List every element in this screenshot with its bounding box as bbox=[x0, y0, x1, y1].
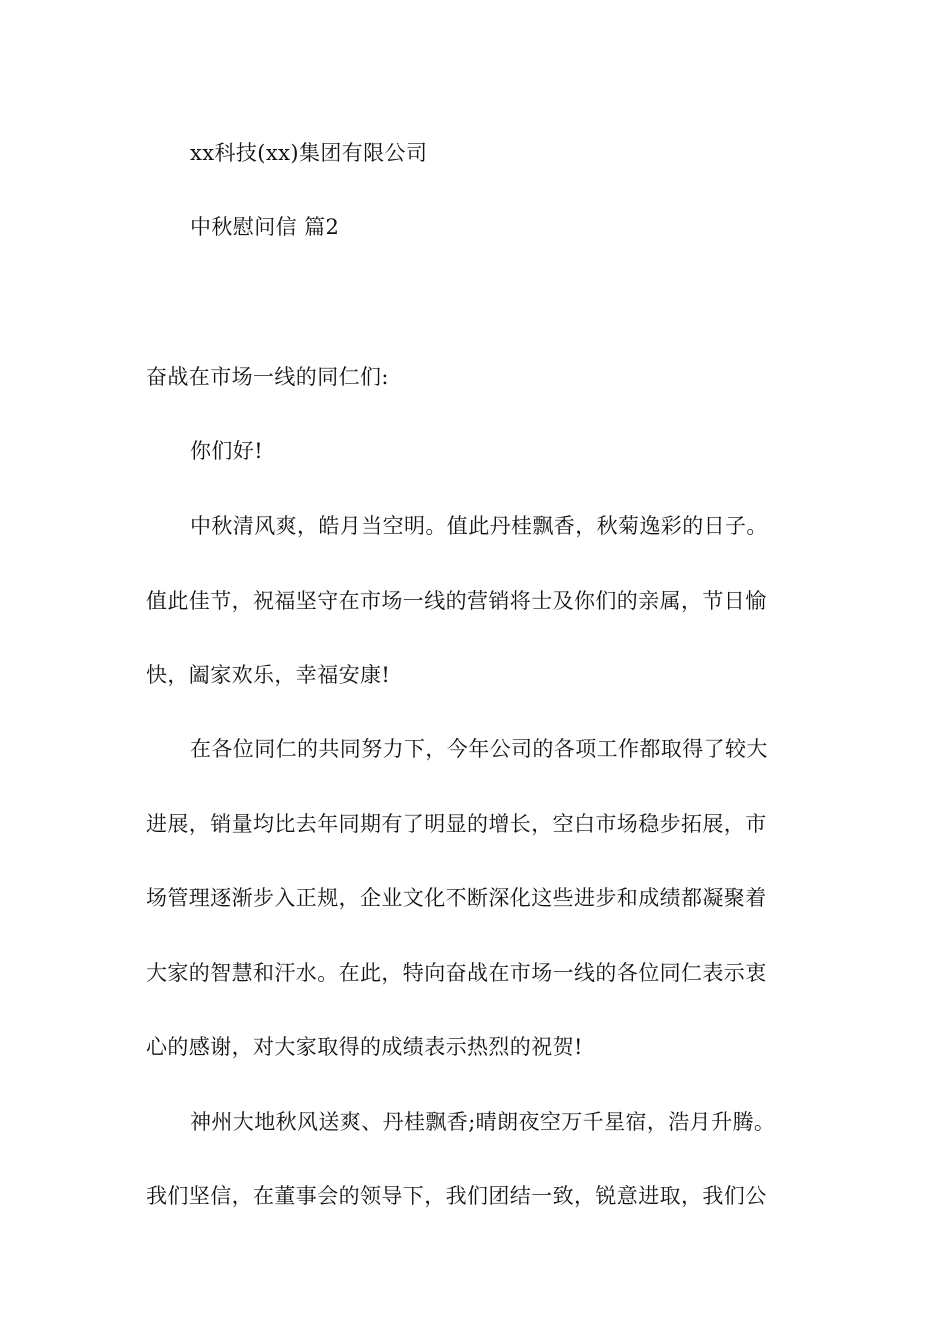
paragraph-2-line-5: 心的感谢，对大家取得的成绩表示热烈的祝贺! bbox=[146, 1035, 583, 1059]
salutation: 奋战在市场一线的同仁们: bbox=[146, 365, 389, 389]
paragraph-2-line-1: 在各位同仁的共同努力下，今年公司的各项工作都取得了较大 bbox=[190, 737, 768, 761]
signature-company: xx科技(xx)集团有限公司 bbox=[190, 141, 428, 165]
paragraph-1-line-2: 值此佳节，祝福坚守在市场一线的营销将士及你们的亲属，节日愉 bbox=[146, 589, 767, 613]
paragraph-2-line-2: 进展，销量均比去年同期有了明显的增长，空白市场稳步拓展，市 bbox=[146, 812, 767, 836]
section-title: 中秋慰问信 篇2 bbox=[190, 215, 340, 239]
paragraph-2-line-3: 场管理逐渐步入正规，企业文化不断深化这些进步和成绩都凝聚着 bbox=[146, 886, 767, 910]
paragraph-1-line-3: 快，阖家欢乐，幸福安康! bbox=[146, 663, 391, 687]
paragraph-1-line-1: 中秋清风爽，皓月当空明。值此丹桂飘香，秋菊逸彩的日子。 bbox=[190, 514, 768, 538]
paragraph-2-line-4: 大家的智慧和汗水。在此，特向奋战在市场一线的各位同仁表示衷 bbox=[146, 961, 767, 985]
paragraph-3-line-1: 神州大地秋风送爽、丹桂飘香;晴朗夜空万千星宿，浩月升腾。 bbox=[190, 1110, 776, 1134]
paragraph-3-line-2: 我们坚信，在董事会的领导下，我们团结一致，锐意进取，我们公 bbox=[146, 1184, 767, 1208]
greeting: 你们好! bbox=[190, 439, 264, 463]
